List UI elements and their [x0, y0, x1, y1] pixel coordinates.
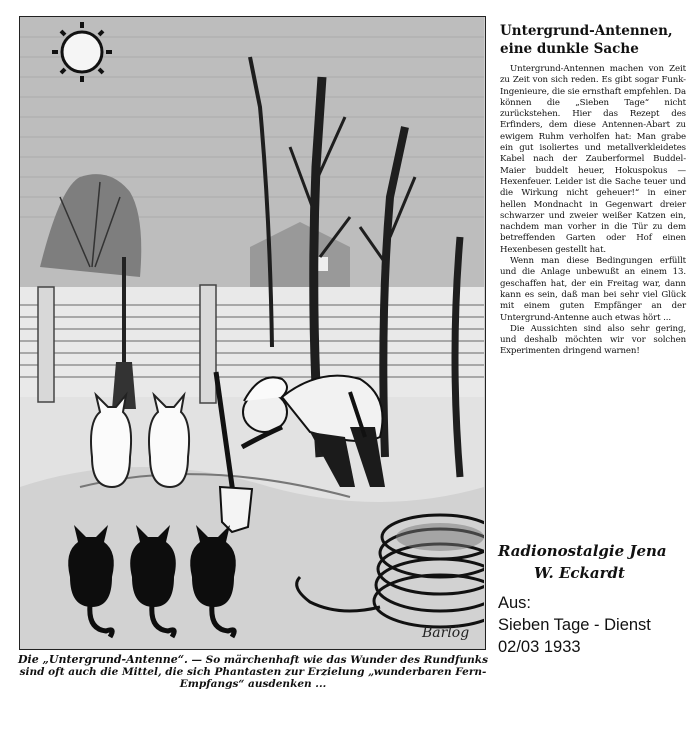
article-paragraph-1: Untergrund-Antennen machen von Zeit zu Zeit von sich reden. Es gibt sogar Funk-Ingenieure, die sie ernsthaft empfehlen. Da können die „Sieben Tage“ nicht zurückstehen. Hier das Rezept des Erfinders, dem diese Antennen-Abart zu ewigem Ruhm verholfen hat: Man grabe ein gut isoliertes und metallverkleidetes Kabel nach der Zauberformel Buddel-Maier buddelt heuer, Hokuspokus — Hexenfeuer. Leider ist die Sache teuer und die Wirkung nicht geheuer!“ in einer hellen Mondnacht in Gegenwart dreier schwarzer und zweier weißer Katzen ein, nachdem man vorher in die Tür zu dem betreffenden Garten oder Hof einen Hexenbesen gestellt hat. — [500, 64, 686, 255]
article-paragraph-2: Wenn man diese Bedingungen erfüllt und die Anlage unbewußt an einem 13. geschaffen hat, der ein Freitag war, dann kann es sein, daß man bei sehr viel Glück mit einem guten Empfänger an der Untergrund-Antenne auch etwas hört ... — [500, 256, 686, 323]
cartoon-illustration — [19, 16, 486, 650]
article-column — [500, 22, 686, 358]
source-info — [498, 592, 698, 658]
source-title: Sieben Tage - Dienst — [498, 616, 651, 634]
source-date: 02/03 1933 — [498, 638, 581, 656]
article-title-line2: eine dunkle Sache — [500, 41, 639, 57]
moon-icon — [52, 22, 112, 82]
article-paragraph-3: Die Aussichten sind also sehr gering, und deshalb möchten wir vor solchen Experimenten dringend warnen! — [500, 323, 686, 357]
artist-signature: Barlög — [422, 625, 470, 641]
caption-lead: Die „Untergrund-Antenne“. — [18, 653, 188, 666]
source-label: Aus: — [498, 594, 532, 612]
caption-text: — So märchenhaft wie das Wunder des Rundfunks sind oft auch die Mittel, die sich Phantasten zur Erzielung „wunderbaren Fern-Empfangs“ ausdenken ... — [19, 654, 488, 690]
credit-block — [498, 540, 698, 658]
illustration-caption — [14, 654, 492, 690]
article-title — [500, 22, 686, 58]
credit-name: Radionostalgie Jena — [498, 542, 667, 560]
article-title-line1: Untergrund-Antennen, — [500, 23, 673, 39]
credit-author: W. Eckardt — [534, 564, 625, 582]
